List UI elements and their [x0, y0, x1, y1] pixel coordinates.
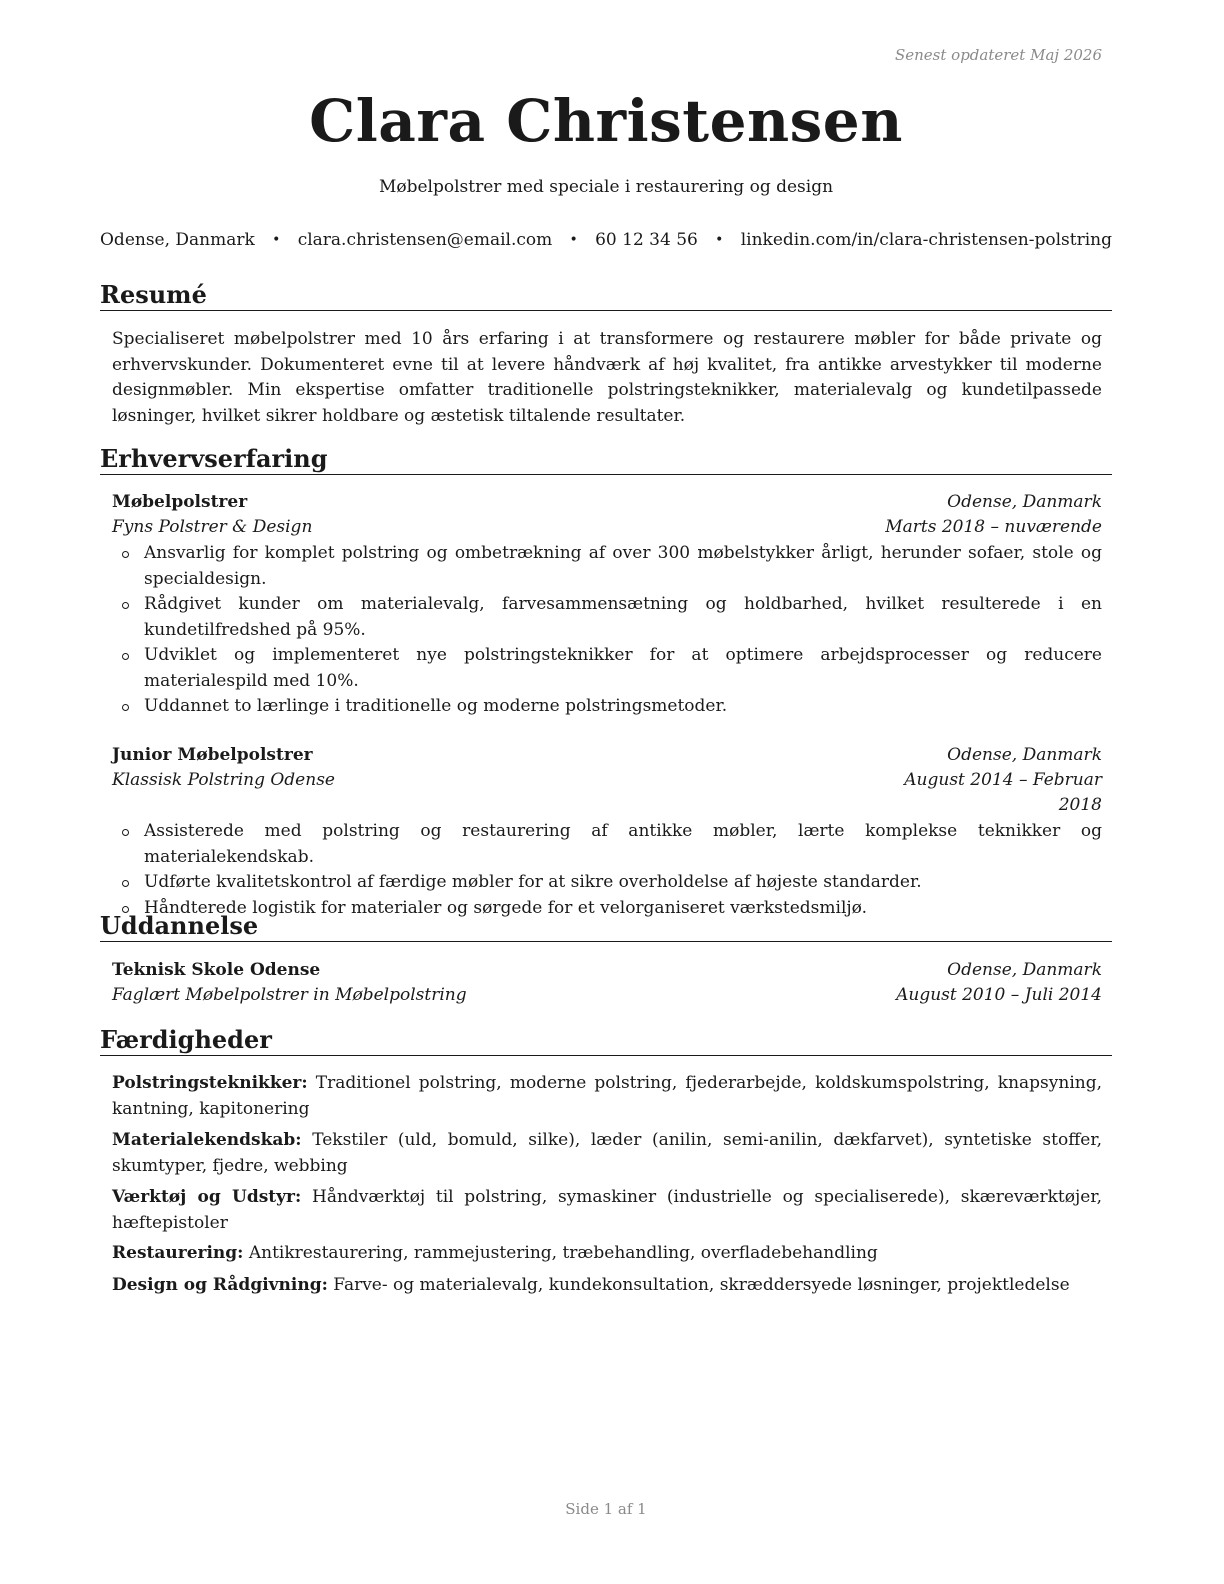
job-bullets [112, 541, 1102, 720]
skill-item: Materialekendskab: Tekstiler (uld, bomuld, silke), læder (anilin, semi-anilin, dækfarvet), syntetiske stoffer, skumtyper, fjedre, webbing [112, 1130, 1103, 1176]
separator-dot: • [715, 232, 724, 248]
list-item: Ansvarlig for komplet polstring og ombetrækning af over 300 møbelstykker årligt, herunder sofaer, stole og specialdesign. [112, 541, 1102, 592]
skill-item: Design og Rådgivning: Farve- og materialevalg, kundekonsultation, skræddersyede løsninger, projektledelse [112, 1275, 1070, 1295]
job-subheader [112, 768, 1102, 818]
education-degree: Faglært Møbelpolstrer in Møbelpolstring [112, 985, 467, 1005]
list-item: Udviklet og implementeret nye polstringsteknikker for at optimere arbejdsprocesser og reducere materialespild med 10%. [112, 643, 1102, 694]
skill-item: Værktøj og Udstyr: Håndværktøj til polstring, symaskiner (industrielle og specialiserede), skæreværktøjer, hæftepistoler [112, 1187, 1102, 1233]
skill-item: Polstringsteknikker: Traditionel polstring, moderne polstring, fjederarbejde, koldskumspolstring, knapsyning, kantning, kapitonering [112, 1073, 1103, 1119]
bullet-icon [122, 653, 129, 660]
job-dates: August 2014 – Februar 2018 [904, 770, 1102, 815]
contact-line [100, 228, 1112, 252]
list-item: Assisterede med polstring og restaurering af antikke møbler, lærte komplekse teknikker og materialekendskab. [112, 819, 1102, 870]
job-header [112, 490, 1102, 515]
job-subheader [112, 515, 1102, 540]
job-company: Klassisk Polstring Odense [112, 770, 335, 790]
separator-dot: • [272, 232, 281, 248]
bullet-icon [122, 704, 129, 711]
education-header [112, 958, 1102, 983]
separator-dot: • [569, 232, 578, 248]
job-location: Odense, Danmark [947, 492, 1102, 512]
bullet-icon [122, 829, 129, 836]
job-location: Odense, Danmark [947, 745, 1102, 765]
last-updated: Senest opdateret Maj 2026 [894, 46, 1102, 64]
bullet-icon [122, 551, 129, 558]
contact-location: Odense, Danmark [100, 230, 255, 250]
section-title-summary: Resumé [100, 280, 1112, 311]
list-item: Håndterede logistik for materialer og sørgede for et velorganiseret værkstedsmiljø. [112, 896, 1102, 922]
job-bullets [112, 819, 1102, 921]
skill-item: Restaurering: Antikrestaurering, rammejustering, træbehandling, overfladebehandling [112, 1243, 878, 1263]
list-item: Uddannet to lærlinge i traditionelle og moderne polstringsmetoder. [112, 694, 1102, 720]
job-title: Junior Møbelpolstrer [112, 745, 313, 765]
summary-text: Specialiseret møbelpolstrer med 10 års erfaring i at transformere og restaurere møbler for både private og erhvervskunder. Dokumenteret evne til at levere håndværk af høj kvalitet, fra antikke arvestykker til moderne designmøbler. Min ekspertise omfatter traditionelle polstringsteknikker, materialevalg og kundetilpassede løsninger, hvilket sikrer holdbare og æstetisk tiltalende resultater. [112, 329, 1102, 426]
job-company: Fyns Polstrer & Design [112, 517, 313, 537]
job-title: Møbelpolstrer [112, 492, 248, 512]
page-number: Side 1 af 1 [565, 1500, 647, 1518]
education-dates: August 2010 – Juli 2014 [896, 985, 1102, 1005]
section-title-education: Uddannelse [100, 911, 1112, 942]
resume-page [100, 0, 1112, 1584]
job-header [112, 743, 1102, 768]
bullet-icon [122, 602, 129, 609]
section-title-experience: Erhvervserfaring [100, 444, 1112, 475]
contact-email[interactable]: clara.christensen@email.com [297, 230, 553, 250]
candidate-name: Clara Christensen [309, 87, 903, 155]
education-location: Odense, Danmark [947, 960, 1102, 980]
education-subheader [112, 983, 1102, 1008]
list-item: Rådgivet kunder om materialevalg, farvesammensætning og holdbarhed, hvilket resulterede i en kundetilfredshed på 95%. [112, 592, 1102, 643]
education-school: Teknisk Skole Odense [112, 960, 321, 980]
contact-linkedin[interactable]: linkedin.com/in/clara-christensen-polstring [740, 230, 1112, 250]
list-item: Udførte kvalitetskontrol af færdige møbler for at sikre overholdelse af højeste standarder. [112, 870, 1102, 896]
bullet-icon [122, 880, 129, 887]
section-title-skills: Færdigheder [100, 1025, 1112, 1056]
job-dates: Marts 2018 – nuværende [885, 517, 1102, 537]
contact-phone: 60 12 34 56 [595, 230, 698, 250]
tagline: Møbelpolstrer med speciale i restaurering og design [378, 177, 834, 197]
